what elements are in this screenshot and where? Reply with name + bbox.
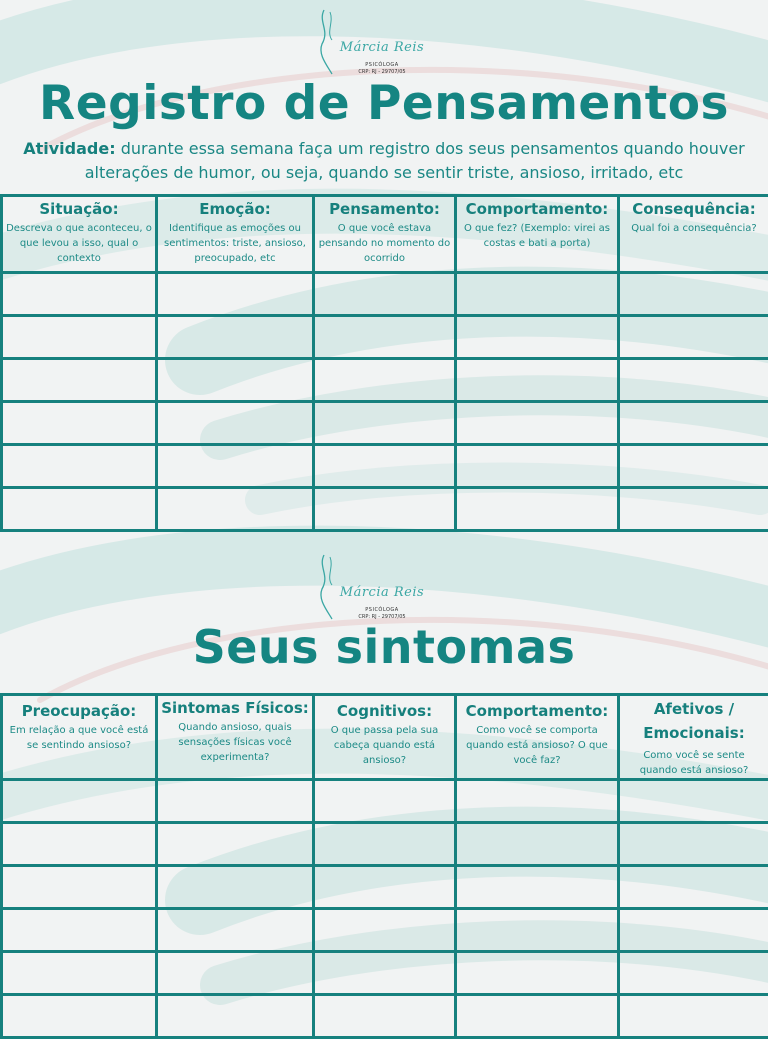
- entry-cell[interactable]: [456, 866, 619, 909]
- entry-cell[interactable]: [2, 866, 157, 909]
- column-title: Comportamento:: [457, 200, 617, 218]
- column-description: Como você se sente quando está ansioso?: [620, 748, 768, 778]
- table-row: [2, 402, 768, 445]
- entry-cell[interactable]: [157, 780, 314, 823]
- entry-cell[interactable]: [2, 823, 157, 866]
- column-title: Comportamento:: [457, 702, 617, 720]
- column-header-preocupacao: [2, 695, 157, 780]
- table-row: [2, 952, 768, 995]
- entry-cell[interactable]: [456, 316, 619, 359]
- logo-name: Márcia Reis: [336, 585, 428, 600]
- entry-cell[interactable]: [456, 995, 619, 1038]
- column-title: Pensamento:: [315, 200, 454, 218]
- column-description: Em relação a que você está se sentindo ansioso?: [3, 723, 155, 753]
- column-description: O que fez? (Exemplo: virei as costas e bati a porta): [457, 221, 617, 251]
- entry-cell[interactable]: [314, 823, 456, 866]
- entry-cell[interactable]: [456, 273, 619, 316]
- page-title: Registro de Pensamentos: [0, 76, 768, 131]
- table-row: [2, 780, 768, 823]
- entry-cell[interactable]: [314, 952, 456, 995]
- entry-cell[interactable]: [456, 359, 619, 402]
- table-row: [2, 359, 768, 402]
- entry-cell[interactable]: [456, 823, 619, 866]
- entry-cell[interactable]: [2, 909, 157, 952]
- column-title: Situação:: [3, 200, 155, 218]
- entry-cell[interactable]: [314, 445, 456, 488]
- entry-cell[interactable]: [157, 359, 314, 402]
- column-title: Consequência:: [620, 200, 768, 218]
- entry-cell[interactable]: [456, 909, 619, 952]
- entry-cell[interactable]: [619, 909, 768, 952]
- thought-record-table: [0, 194, 768, 532]
- entry-cell[interactable]: [2, 445, 157, 488]
- entry-cell[interactable]: [456, 780, 619, 823]
- column-header-consequencia: [619, 196, 768, 273]
- entry-cell[interactable]: [157, 488, 314, 531]
- column-description: O que você estava pensando no momento do ocorrido: [315, 221, 454, 266]
- table-row: [2, 316, 768, 359]
- logo-crp: CRP: RJ - 29707/05: [336, 69, 428, 75]
- logo-profession: PSICÓLOGA: [336, 62, 428, 68]
- entry-cell[interactable]: [314, 866, 456, 909]
- column-description: Qual foi a consequência?: [620, 221, 768, 236]
- column-description: O que passa pela sua cabeça quando está ansioso?: [315, 723, 454, 768]
- entry-cell[interactable]: [157, 823, 314, 866]
- entry-cell[interactable]: [619, 445, 768, 488]
- entry-cell[interactable]: [157, 316, 314, 359]
- activity-instructions: [6, 137, 762, 185]
- entry-cell[interactable]: [2, 995, 157, 1038]
- entry-cell[interactable]: [314, 488, 456, 531]
- activity-text: durante essa semana faça um registro dos seus pensamentos quando houver alterações de humor, ou seja, quando se sentir triste, ansioso, irritado, etc: [85, 139, 745, 182]
- entry-cell[interactable]: [157, 995, 314, 1038]
- entry-cell[interactable]: [314, 316, 456, 359]
- entry-cell[interactable]: [2, 402, 157, 445]
- entry-cell[interactable]: [619, 273, 768, 316]
- entry-cell[interactable]: [314, 359, 456, 402]
- column-header-comportamento: [456, 196, 619, 273]
- table-row: [2, 488, 768, 531]
- column-description: Identifique as emoções ou sentimentos: triste, ansioso, preocupado, etc: [158, 221, 312, 266]
- table-row: [2, 909, 768, 952]
- entry-cell[interactable]: [2, 359, 157, 402]
- entry-cell[interactable]: [456, 402, 619, 445]
- table-row: [2, 866, 768, 909]
- column-header-pensamento: [314, 196, 456, 273]
- symptoms-table: [0, 693, 768, 1039]
- entry-cell[interactable]: [619, 952, 768, 995]
- entry-cell[interactable]: [314, 780, 456, 823]
- entry-cell[interactable]: [619, 402, 768, 445]
- column-header-sintomas-fisicos: [157, 695, 314, 780]
- entry-cell[interactable]: [619, 995, 768, 1038]
- table-row: [2, 273, 768, 316]
- entry-cell[interactable]: [456, 445, 619, 488]
- column-description: Quando ansioso, quais sensações físicas você experimenta?: [158, 720, 312, 765]
- entry-cell[interactable]: [157, 866, 314, 909]
- entry-cell[interactable]: [314, 995, 456, 1038]
- symptoms-section: [0, 545, 768, 1024]
- column-title: Cognitivos:: [315, 702, 454, 720]
- column-title: Emoção:: [158, 200, 312, 218]
- entry-cell[interactable]: [619, 316, 768, 359]
- entry-cell[interactable]: [456, 488, 619, 531]
- entry-cell[interactable]: [2, 316, 157, 359]
- table-row: [2, 445, 768, 488]
- entry-cell[interactable]: [619, 780, 768, 823]
- entry-cell[interactable]: [157, 273, 314, 316]
- column-header-cognitivos: [314, 695, 456, 780]
- section-title: Seus sintomas: [0, 620, 768, 674]
- entry-cell[interactable]: [2, 488, 157, 531]
- entry-cell[interactable]: [619, 488, 768, 531]
- entry-cell[interactable]: [2, 780, 157, 823]
- column-header-emocao: [157, 196, 314, 273]
- entry-cell[interactable]: [314, 402, 456, 445]
- table-row: [2, 823, 768, 866]
- column-title: Afetivos / Emocionais:: [620, 697, 768, 745]
- logo-profession: PSICÓLOGA: [336, 607, 428, 613]
- entry-cell[interactable]: [157, 952, 314, 995]
- entry-cell[interactable]: [619, 866, 768, 909]
- entry-cell[interactable]: [619, 359, 768, 402]
- column-title: Sintomas Físicos:: [158, 699, 312, 717]
- column-description: Como você se comporta quando está ansioso? O que você faz?: [457, 723, 617, 768]
- column-description: Descreva o que aconteceu, o que levou a isso, qual o contexto: [3, 221, 155, 266]
- logo: [316, 8, 428, 78]
- entry-cell[interactable]: [619, 823, 768, 866]
- entry-cell[interactable]: [157, 445, 314, 488]
- column-header-afetivos: [619, 695, 768, 780]
- table-row: [2, 995, 768, 1038]
- activity-label: Atividade:: [23, 139, 115, 158]
- logo-crp: CRP: RJ - 29707/05: [336, 614, 428, 620]
- entry-cell[interactable]: [456, 952, 619, 995]
- entry-cell[interactable]: [2, 273, 157, 316]
- column-header-situacao: [2, 196, 157, 273]
- entry-cell[interactable]: [157, 909, 314, 952]
- entry-cell[interactable]: [314, 909, 456, 952]
- column-header-comportamento: [456, 695, 619, 780]
- column-title: Preocupação:: [3, 702, 155, 720]
- logo-name: Márcia Reis: [336, 40, 428, 55]
- entry-cell[interactable]: [314, 273, 456, 316]
- entry-cell[interactable]: [2, 952, 157, 995]
- logo: [316, 553, 428, 623]
- entry-cell[interactable]: [157, 402, 314, 445]
